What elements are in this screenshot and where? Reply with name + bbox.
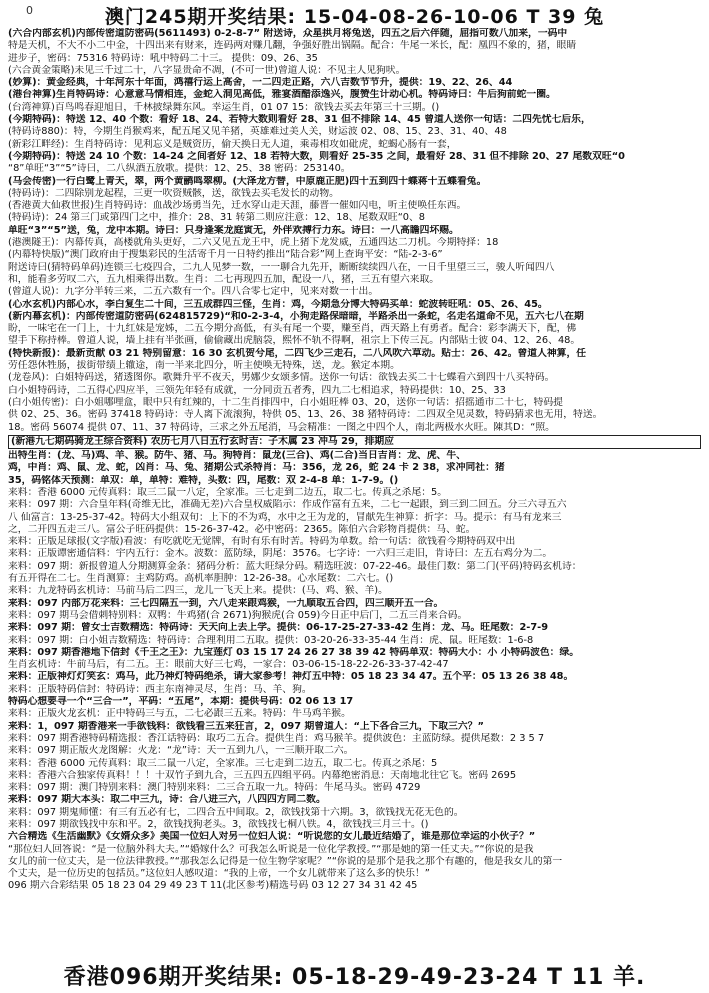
text-line: “8”单旺“3”“5”诗曰，二八纵酒五放歌。提供：12、25、38 密码：253140。 [8,163,351,175]
text-line: (港台神算)生肖特码诗：心意意马情相连，金蛇入洞见高低，雅宴酒醋添逸兴，腹赞生计动心机。特码诗曰：牛后狗前蛇一圈。 [8,89,556,101]
text-line: (曾道人说)：九字分半转三来，二五六数有一个。四八合零七定中，见来对数一十出。 [8,286,379,298]
text-line: 来料：097 期正版火龙图解：火龙：“龙”诗：天一五到九八，一三顺开取二六。 [8,745,354,757]
text-line: 来料：正版足球报(文字版)看波：有吃就吃无觉牌，有时有乐有时苦。特码为单数。给一句话：欲钱看今期特码双中出 [8,536,516,548]
text-line: 来料：097 内部万花来料：三七四隔五一到，六八走来跟鸡猴，一九顺取五合四，四三顺开五一合。 [8,597,444,609]
bottom-headline: 香港096期开奖结果: 05-18-29-49-23-24 T 11 羊. [63,965,646,990]
text-line: 来料：正版谭密通信料：宇内五行：金木。波数：蓝防绿，阴尾：3576。七字诗：一六归三走旧，肯诗曰：左五右鸡分为二。 [8,548,553,560]
text-line: 鸡，中肖：鸡、鼠、龙、蛇，凶肖：马、兔、猪期公式杀特肖：马：356，龙 26，蛇 24 卡 2 38，求冲同社：猪 [8,462,505,474]
text-line: 和，能看多劳叹二六，五九相乘得出数。生肖：二七再现四五加，配设一八，猪，三五有望六来取。 [8,273,440,285]
text-line: 来料：097 期：白小姐吉数精选：特码诗：合理利用二五取。提供：03-20-26-33-35-44 生肖：虎、鼠。旺尾数：1-6-8 [8,634,534,646]
text-line: (新彩江畔经)：生肖特码诗：见利忘义是贼资历，偷天换日无人道，乘毒相攻如砒虎，蛇蝎心肠有一套， [8,138,457,150]
text-line: 特码心想要寻一个“三合一”，平码：“五尾”，本期：提供号码：02 06 13 17 [8,696,354,708]
text-line: 来料：香港 6000 元传真料：取三二鼠一八定，全家准。三七走到二边五，取二七。传真之杀尾：5 [8,757,438,769]
text-line: (特码诗)：二四除别龙起程，三更一吹资贼骸，送，欲钱去买毛发长的动物。 [8,187,339,199]
text-line: (内幕特快版)“澳门政府由于搜集彩民的生活寄千月一日特约推出“陆合彩”网上查询平安：“陆-2-3-6” [8,249,443,261]
text-line: (妙算)：黄金经典，十年河东十年面，鸿禧行运上高舍，一二四走正路，六八吉数节节升，提供：19、22、26、44 [8,77,513,89]
text-line: 来料：097 期马会借刺特别料：双鸭：牛鸡猪(合 2671)狗猴虎(合 059)今日正中后门，二五三肖来合码。 [8,609,468,621]
text-line: 来料：正版特码信封：特码诗：西主东南神灵尽，生肖：马、羊、狗。 [8,683,312,695]
text-line: 附送诗曰(猜特码单码)连锁三七疫四合，二九人见梦一数，一一聊合九先开，断断续续四八在，一日千里望三三，骏人听闻四八 [8,261,555,273]
text-line: (特码诗880)：特，今期生肖猴鸡来，配五尾又见羊猪，英雄难过美人关，财运波 02、08、15、23、31、40、48 [8,126,507,138]
text-line: 18。密码 56074 提供 07、11、37 特码诗，三求之外五尾消，马会精准：一图之中四个人，南北两极水火旺。陳其D：“照。 [8,421,555,433]
text-line: 来料：097 期：新报曾道人分期测算金条：猪码分析：蓝大旺绿分码。精选旺波：07-22-46。最佳门数：第二门(平码)特码玄机诗： [8,560,582,572]
text-line: (今期特码)：特送 24 10 个数：14-24 之间者好 12、18 若特大数，则看好 25-35 之间，最看好 28、31 但不排除 20、27 尾数双旺“0 [8,150,625,162]
text-line: 盼，一味宅在一门上，十九红妹是宠姊，二五今期分高低，有头有尾一个要，赚至肖，西天路上有勇者。配合：彩李满天下，配，佛 [8,323,577,335]
text-line: (特快新报)：最新贡献 03 21 特别留意：16 30 玄机贺兮尾，二四飞少三走石，二八风吹六草动。贴士：26、42。曾道人神算，任 [8,347,587,359]
text-line: “那位妇人回答说：“是一位脑外科大夫。”“婚嫁什么？可我怎么听说是一位化学教授。”“那是她的第一任丈夫。”“你说的是我 [8,843,534,855]
text-line: 来料：1，097 期香港来一手欲钱料：欲钱看三五来狂言，2，097 期曾道人：“上下各合三九，下取三六？” [8,720,484,732]
text-line: 望手下称持棒。曾道人说，墙上挂有半张画，偷偷藏出虎脑袋，熙怀不轨不得啊，祖宗上下传三瓦。内部贴士彼 04、12、26、48。 [8,335,581,347]
text-line: 来料：正版火龙玄机：正中特码三与五，二七必跟三五来。特码：牛马鸡羊猴。 [8,708,351,720]
text-line: (六合黄金策略)未见三千过二十，八字显贵命不凋，(不可一世)曾道人说：不见主人见狗吠。 [8,64,406,76]
text-line: 白小姐特码诗，二五得心四应半，三领先年轻有成就，一分同贡五者秀，四九二七相追求，特码提供：10、25、33 [8,384,506,396]
text-line: 特是天机，不大不小二中金，十四出来有财来，连码两对赚几翻，争强好胜出锅隔。配合：牛尾一米长，配：凰四不象的，猪，眼睛 [8,40,577,52]
text-line: (台湾神算)百鸟鸣春迎旭日，千林披绿舞东风。幸运生肖，01 07 15：欲钱去买去年第三十三期。() [8,101,440,113]
text-line: (新内幕玄机)：内部传密道防密码(624815729)“和0-2-3-4，小狗走路保暗暗，半路杀出一条蛇，名走名道命不见，五六七八在期 [8,310,584,322]
text-line: 来料：097 期鬼师懂：有三有五必有七，二四合五中间取。2，欲钱找第十六期。3，欲钱找无花无色的。 [8,806,464,818]
text-line: 生肖玄机诗：牛前马后，有二五。王：眼前大好三七鸡，一家合：03-06-15-18-22-26-33-37-42-47 [8,659,449,671]
text-line: 096 期六合彩结果 05 18 23 04 29 49 23 T 11(北区参考)精选号码 03 12 27 34 31 42 45 [8,880,418,892]
text-line: 八 仙富言：13-25-37-42。特码大小组双旬：上下的不为鸡，水中之王为龙的，冒献先生神算：折字：马。提示：有马有龙来三 [8,511,562,523]
page-marker: 0 [26,4,33,17]
text-line: 35，码铭体天预测：单双：单，单特：难特，头数：四，尾数：双 2-4-8 单：1-7-9。() [8,474,399,486]
top-headline: 澳门245期开奖结果: 15-04-08-26-10-06 T 39 兔 [104,6,605,28]
text-line: 进步子，密码：75316 特码诗：吼中特码二十三。 提供：09、26、35 [8,52,318,64]
text-line: 来料：香港 6000 元传真料：取三二鼠一八定，全家准。三七走到二边五，取二七。传真之杀尾：5。 [8,486,448,498]
text-line: 之，二开四五走三八。富公子旺码提供：15-26-37-42。必中密码：2365。陈伯六合彩物肖提供：马、蛇。 [8,523,476,535]
text-line: 来料：097 期欲钱找中东和平。2，欲钱找狗老头。3，欲钱找七桐八铁。4，欲钱找三月三十。() [8,819,429,830]
text-line: (龙卷风)：白姐特码送，猪透图你。歌舞升平不夜天，男娜少女颂多情。送你一句话：欲钱去买二十七蝶看六到四十八买特码。 [8,372,555,384]
text-line: (今期特码)：特送 12、40 个数：看好 18、24、若特大数则看好 28、31 但不排除 14、45 曾道人送你一句话：二四先忧七后乐， [8,114,591,126]
text-line: 来料：097 期：澳门特别来料：澳门特别来料：二三合五取一九。特码：牛尾马头。密码 4729 [8,782,421,794]
text-line: 来料：097 期香港地下信封《千王之王》：九宝莲灯 03 15 17 24 26 27 38 39 42 特码单双：特码大小：小 小特码波色：绿。 [8,646,580,658]
text-line: 出特生肖：(龙、马)鸡、羊、猴。防牛、猪、马。狗特肖：鼠龙(三合)、鸡(二合)当日吉肖：龙、虎、牛、 [8,450,466,462]
text-line: (新港九七期码骑龙王综合资料) 农历七月八日五行玄时吉：子木属 23 冲马 29，排期应 [8,435,701,449]
text-line: (港澳隧王)：内幕传真，高楼就角头更好，二六又见五龙王中，虎上猪下龙发威，五通四达二刀机。今期特择：18 [8,237,499,249]
text-line: 来料：097 期：六合皇年料(奇维无比，准确无差)六合皇权威陷示：作成作富有五来，二七一起跟，到三到二回五。分三六寻五六 [8,499,567,511]
text-line: (香港黄大仙救世报)生肖特码诗：血战沙场勇当先，迁水穿山走天涯，藤晋一催如闪电，听主使唤任东西。 [8,200,467,212]
text-line: 来料：正版神灯灯笑玄：鸡马，此乃神灯特码绝杀，请大家参考！神灯五中特：05 18 23 34 47。五个平：05 13 26 38 48。 [8,671,574,683]
text-line: (六合内部玄机)内部传密道防密码(5611493) 0-2-8-7” 附送诗，众星拱月将兔送，四五之后六伴随，屈指可数八加来，一码中 [8,28,568,39]
text-line: 劳任怨休牲肠，拔街带绩上辙途，南一半来北四分，听主使唤无特殊，送，龙。猴定本期。 [8,360,400,372]
text-line: 来料：香港六合独家传真料！！！十双竹子到九合，三五四五四组平码。内幕绝密消息：天南地北往它飞。密码 2695 [8,769,517,781]
text-line: (心水玄机)内部心水，李白复生二十间，三五成群四三怪，生肖：鸡，今期急分博大特码买单：蛇波转旺吼：05、26、45。 [8,298,548,310]
text-line: (特码诗)：24 第三门或第四门之中，推介：28、31 转第二则应注意：12、18、尾数双旺“0、8 [8,212,426,224]
document-body [8,28,701,959]
text-line: 单旺“3”“5”送，兔，龙中本期。诗曰：只身逢案龙庭寅无，外伴欢搏行力东。诗曰：一八高瞻四坏赐。 [8,224,459,236]
text-line: 来料：097 期香港特码精选报：香江话特码：取巧二五合。提供生肖：鸡马猴羊。提供波色：主蓝防绿。提供尾数：2 3 5 7 [8,732,545,744]
text-line: 个丈夫，是一位历史的包括员。”这位妇人感叹道：“我的上帝，一个女儿就带来了这么多的快乐！” [8,868,430,880]
text-line: 来料：097 期大本头：取二中三九，诗：合八进三六，八四四方同二数。 [8,794,326,806]
text-line: 女儿的前一位丈夫，是一位法律教授。”“那我怎么记得是一位生物学家呢？”“你说的是那个是我之那个有趣的，他是我女儿的第一 [8,855,563,867]
text-line: (马会传密)一行白鹭上青天，翠，两个黄鹂鸣翠柳。(大泽龙方替，中原鹿正肥)四十五到四十蝶蒋十五蝶看兔。 [8,175,487,187]
text-line: 供 02、25、36。密码 37418 特码诗：寺人离下流滚狗，特供 05、13、26、38 猪特码诗：二四双全见灵数，特码猜求也无用，特送。 [8,409,603,421]
text-line: 来料：九龙特码玄机诗：马前马后二四三，龙儿一飞天上来。提供：(马、鸡、猴、羊)。 [8,585,388,597]
text-line: (白小姐传密)：白小姐哪哩盒，眼中只有红辣的，十二生肖排四中，白小姐旺棒 03、20，送你一句话：招摇通市二十七，特码提 [8,396,563,408]
text-line: 来料：097 期：曾女士吉数精选：特码诗：天天向上去上学。提供：06-17-25-27-33-42 生肖：龙、马。旺尾数：2-7-9 [8,622,549,634]
text-line: 有五开得在二七。生肖测算：主鸡防鸡。高机率胆肿：12-26-38。心水尾数：二六七。() [8,573,394,585]
text-line: 六合精选《生活幽默》《女婿众多》美国一位妇人对另一位妇人说：“听说您的女儿最近结婚了，谁是那位幸运的小伙子？” [8,831,536,843]
